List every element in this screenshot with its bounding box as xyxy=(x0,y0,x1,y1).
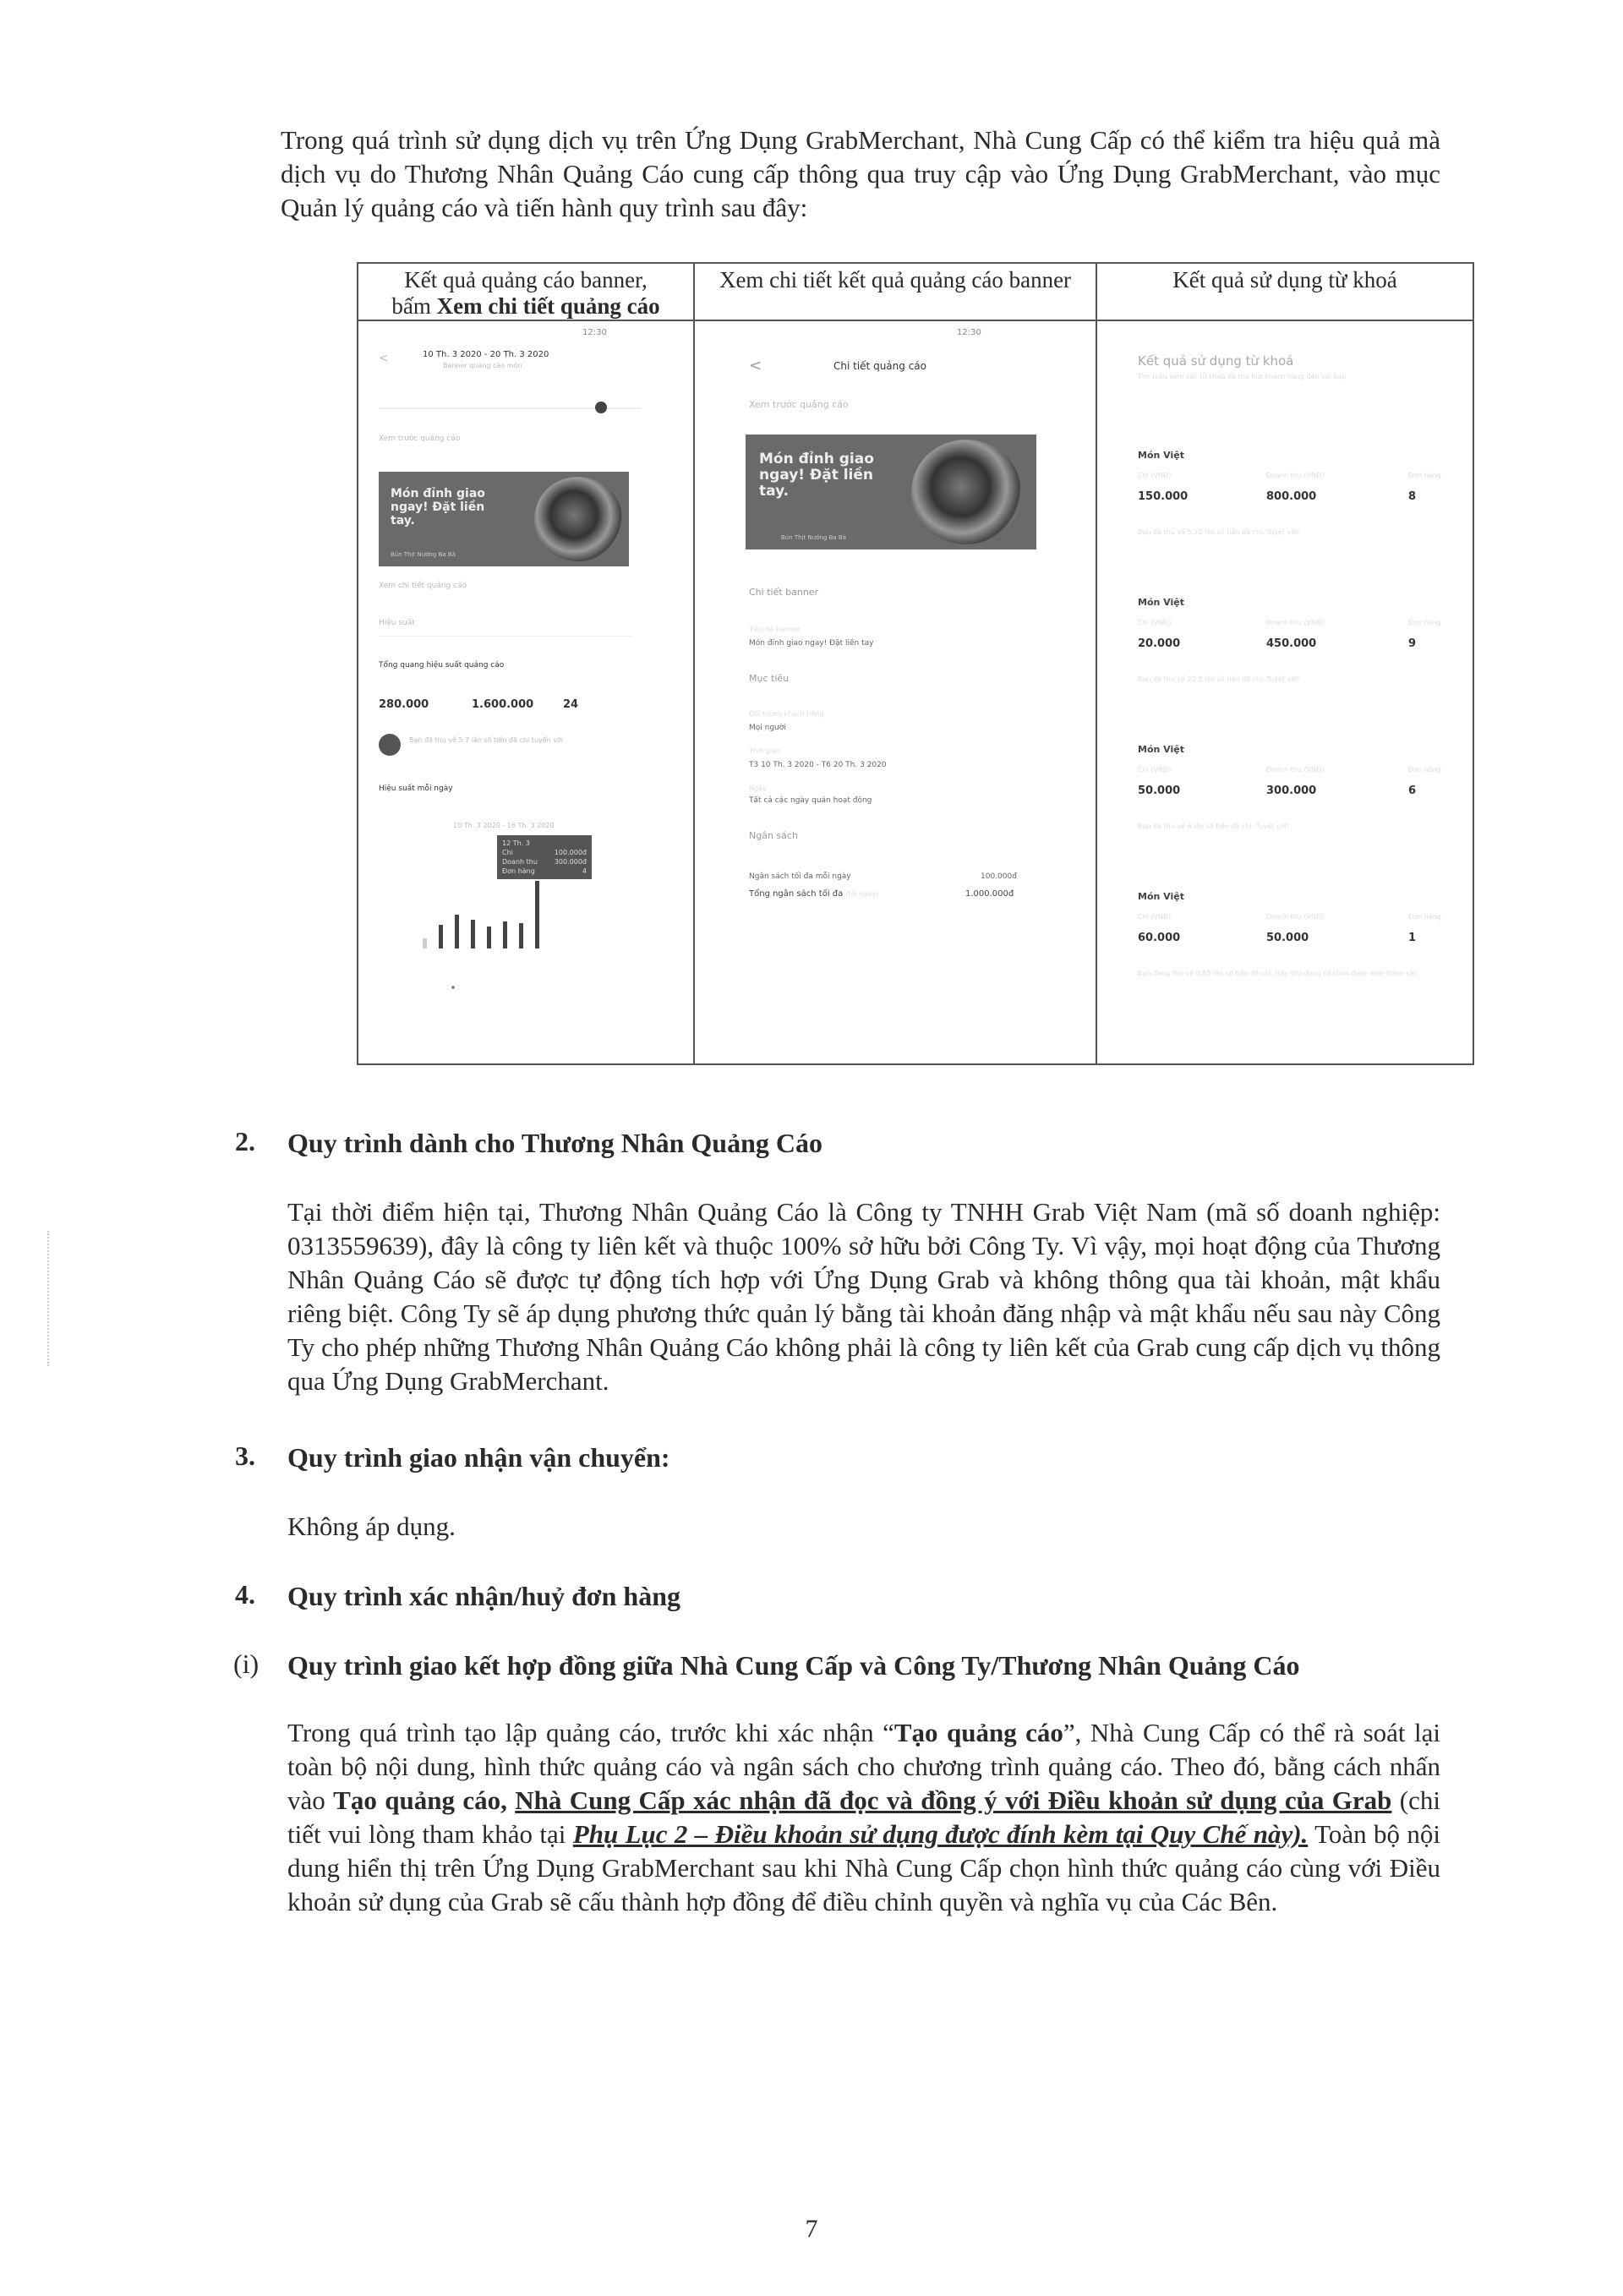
section-3-body: Không áp dụng. xyxy=(287,1512,456,1541)
days-label: Ngày xyxy=(749,784,767,792)
metric-revenue: 1.600.000 xyxy=(472,698,534,711)
column-label-revenue: Doanh thu (VNĐ) xyxy=(1266,766,1325,774)
section-2-title: Quy trình dành cho Thương Nhân Quảng Cáo xyxy=(287,1128,822,1158)
chart-tooltip xyxy=(497,835,592,879)
daily-budget-label: Ngân sách tối đa mỗi ngày xyxy=(749,872,851,881)
section-banner: Chi tiết banner xyxy=(749,587,819,598)
keyword-note: Bạn đã thu về 5.33 lần số tiền đã chi. Tuyệt vời! xyxy=(1138,528,1300,536)
keyword-spend: 20.000 xyxy=(1138,637,1181,650)
pager-dot-icon xyxy=(451,986,455,989)
column-label-revenue: Doanh thu (VNĐ) xyxy=(1266,913,1325,921)
chart-bar xyxy=(439,925,443,948)
tooltip-value: 4 xyxy=(582,867,587,875)
table-column-keyword-results xyxy=(1097,264,1473,1063)
preview-label: Xem trước quảng cáo xyxy=(379,435,461,443)
section-4-title: Quy trình xác nhận/huỷ đơn hàng xyxy=(287,1581,681,1611)
performance-note: Bạn đã thu về 5.7 lần số tiền đã chi tuyển với xyxy=(409,736,564,744)
section-3-title: Quy trình giao nhận vận chuyển: xyxy=(287,1442,670,1473)
column-label-spend: Chi (VNĐ) xyxy=(1138,472,1172,479)
subtitle: Banner quảng cáo món xyxy=(443,362,522,369)
tooltip-title: 12 Th. 3 xyxy=(502,839,530,847)
column-header-keyword-results: Kết quả sử dụng từ khoá xyxy=(1097,264,1473,321)
column-label-orders: Đơn hàng xyxy=(1408,913,1441,921)
time-label: Thời gian xyxy=(749,747,780,755)
column-label-spend: Chi (VNĐ) xyxy=(1138,766,1172,774)
chart-bar xyxy=(535,881,539,948)
total-performance-label: Tổng quang hiệu suất quảng cáo xyxy=(379,661,505,670)
header-text-2 xyxy=(358,293,693,320)
keyword-spend: 150.000 xyxy=(1138,490,1189,503)
banner-text: Món đỉnh giao ngay! Đặt liền tay. xyxy=(759,451,874,500)
body-text-2: ”, Nhà Cung Cấp có thể rà soát lại toàn bộ nội dung, hình thức quảng cáo và ngân sách cho chương trình quảng cáo. Theo đó, bằng cách nhấn vào xyxy=(287,1718,1440,1815)
phone-screenshot-keyword-results xyxy=(1097,323,1473,1063)
keyword-revenue: 800.000 xyxy=(1266,490,1317,503)
tooltip-label: Chi xyxy=(502,849,513,856)
chart-bar xyxy=(423,938,427,948)
scan-margin-marks xyxy=(47,1231,51,1366)
section-2-number: 2. xyxy=(235,1126,255,1156)
phone-screenshot-banner-results xyxy=(358,323,693,1063)
chart-bar xyxy=(503,921,507,948)
keyword-orders: 8 xyxy=(1408,490,1417,503)
body-text-3: (chi tiết vui lòng tham khảo tại xyxy=(287,1785,1440,1849)
screenshot-table xyxy=(357,262,1474,1065)
tag-label: Tiêu đề banner xyxy=(749,626,801,633)
section-3-number: 3. xyxy=(235,1440,255,1471)
section-4i-title: Quy trình giao kết hợp đồng giữa Nhà Cung Cấp và Công Ty/Thương Nhân Quảng Cáo xyxy=(287,1650,1300,1681)
keyword-orders: 1 xyxy=(1408,932,1417,944)
carousel-dot-icon xyxy=(595,402,607,413)
body-text-1: Trong quá trình tạo lập quảng cáo, trước khi xác nhận “ xyxy=(287,1718,894,1747)
divider xyxy=(379,636,632,637)
status-bar: 12:30 xyxy=(957,328,981,337)
chart-bar xyxy=(455,915,459,948)
performance-label: Hiệu suất xyxy=(379,619,415,627)
column-label-orders: Đơn hàng xyxy=(1408,766,1441,774)
tooltip-value: 300.000đ xyxy=(554,858,587,866)
tooltip-row xyxy=(502,848,587,857)
days-value: Tất cả các ngày quán hoạt động xyxy=(749,796,872,805)
time-value: T3 10 Th. 3 2020 - T6 20 Th. 3 2020 xyxy=(749,761,887,769)
header-text: Kết quả quảng cáo banner, xyxy=(404,267,648,292)
banner-preview xyxy=(746,435,1036,549)
audience-label: Đối tượng khách hàng xyxy=(749,710,824,718)
chart-bar xyxy=(487,927,491,948)
keyword-revenue: 300.000 xyxy=(1266,784,1317,797)
section-4i-number: (i) xyxy=(233,1648,260,1679)
tooltip-label: Doanh thu xyxy=(502,858,538,866)
section-target: Mục tiêu xyxy=(749,673,790,684)
section-4i-body xyxy=(287,1716,1440,1919)
audience-value: Mọi người xyxy=(749,724,786,732)
body-text-4: Toàn bộ nội dung hiển thị trên Ứng Dụng GrabMerchant sau khi Nhà Cung Cấp chọn hình thức quảng cáo cùng với Điều khoản sử dụng của Grab sẽ cấu thành hợp đồng để điều chỉnh quyền và nghĩa vụ của Các Bên. xyxy=(287,1819,1440,1916)
banner-text: Món đỉnh giao ngay! Đặt liền tay. xyxy=(391,487,485,528)
banner-caption: Bún Thịt Nướng Ba Bà xyxy=(781,534,846,541)
page-number: 7 xyxy=(805,2215,818,2243)
keyword-note: Bạn đã thu về 6 lần số tiền đã chi. Tuyệt vời! xyxy=(1138,823,1289,830)
back-icon: < xyxy=(379,352,389,365)
keyword-spend: 50.000 xyxy=(1138,784,1181,797)
header-text-plain: bấm xyxy=(391,293,437,319)
daily-performance-label: Hiệu suất mỗi ngày xyxy=(379,784,453,793)
keyword-name: Món Việt xyxy=(1138,450,1184,461)
section-2-body: Tại thời điểm hiện tại, Thương Nhân Quảng Cáo là Công ty TNHH Grab Việt Nam (mã số doanh nghiệp: 0313559639), đây là công ty liên kết và thuộc 100% sở hữu bởi Công Ty. Vì vậy, mọi hoạt động của Thương Nhân Quảng Cáo sẽ được tự động tích hợp với Ứng Dụng Grab và không thông qua tài khoản, mật khẩu riêng biệt. Công Ty sẽ áp dụng phương thức quản lý bằng tài khoản đăng nhập và mật khẩu nếu sau này Công Ty cho phép những Thương Nhân Quảng Cáo không phải là công ty liên kết của Grab cung cấp dịch vụ thông qua Ứng Dụng GrabMerchant. xyxy=(287,1197,1440,1396)
section-budget: Ngân sách xyxy=(749,830,798,841)
keyword-subtitle: Tìm hiểu xem các từ khoá đã thu hút khách hàng đến với bạn xyxy=(1138,373,1347,380)
column-label-revenue: Doanh thu (VNĐ) xyxy=(1266,472,1325,479)
date-range: 10 Th. 3 2020 - 20 Th. 3 2020 xyxy=(423,350,549,359)
column-label-spend: Chi (VNĐ) xyxy=(1138,913,1172,921)
keyword-orders: 6 xyxy=(1408,784,1417,797)
keyword-revenue: 50.000 xyxy=(1266,932,1309,944)
terms-acceptance-statement: Nhà Cung Cấp xác nhận đã đọc và đồng ý với Điều khoản sử dụng của Grab xyxy=(515,1785,1392,1815)
phone-screenshot-banner-details xyxy=(695,323,1096,1063)
daily-budget-value: 100.000đ xyxy=(981,872,1017,881)
food-bowl-icon xyxy=(534,477,622,561)
banner-preview xyxy=(379,472,629,566)
keyword-note: Bạn đang thu về 0.83 lần số tiền đã chi. Hãy thử dùng từ khoá được xem thêm sắc xyxy=(1138,970,1418,977)
page-title: Chi tiết quảng cáo xyxy=(833,360,926,372)
total-budget-label-text: Tổng ngân sách tối đa xyxy=(749,889,844,899)
column-header-banner-details: Xem chi tiết kết quả quảng cáo banner xyxy=(695,264,1096,321)
keyword-note: Bạn đã thu về 22.5 lần số tiền đã chi. Tuyệt vời! xyxy=(1138,675,1300,683)
column-label-spend: Chi (VNĐ) xyxy=(1138,619,1172,626)
column-label-orders: Đơn hàng xyxy=(1408,472,1441,479)
body-bold-create-ad: Tạo quảng cáo xyxy=(893,1718,1063,1747)
chart-bar xyxy=(471,920,475,948)
keyword-name: Món Việt xyxy=(1138,597,1184,608)
chart-bar xyxy=(519,923,523,948)
appendix-2-reference: Phụ Lục 2 – Điều khoản sử dụng được đính kèm tại Quy Chế này). xyxy=(572,1819,1309,1849)
column-label-orders: Đơn hàng xyxy=(1408,619,1441,626)
back-icon[interactable]: < xyxy=(749,357,762,374)
tooltip-value: 100.000đ xyxy=(554,849,587,856)
details-link[interactable]: Xem chi tiết quảng cáo xyxy=(379,582,467,590)
total-budget-value: 1.000.000đ xyxy=(965,889,1014,899)
tag-value: Món đỉnh giao ngay! Đặt liền tay xyxy=(749,639,874,648)
column-label-revenue: Doanh thu (VNĐ) xyxy=(1266,619,1325,626)
body-bold-create-ad-2: Tạo quảng cáo, xyxy=(333,1785,516,1815)
keyword-name: Món Việt xyxy=(1138,891,1184,902)
metric-orders: 24 xyxy=(563,698,579,711)
food-bowl-icon xyxy=(911,440,1021,544)
trend-icon xyxy=(379,734,401,756)
keyword-spend: 60.000 xyxy=(1138,932,1181,944)
metric-spend: 280.000 xyxy=(379,698,429,711)
tooltip-label: Đơn hàng xyxy=(502,867,535,875)
header-text-bold: Xem chi tiết quảng cáo xyxy=(436,293,660,319)
tooltip-row xyxy=(502,857,587,866)
total-budget-hint: (tối ngày) xyxy=(845,890,879,898)
total-budget-label xyxy=(749,889,878,899)
keyword-revenue: 450.000 xyxy=(1266,637,1317,650)
preview-label: Xem trước quảng cáo xyxy=(749,399,849,410)
intro-paragraph: Trong quá trình sử dụng dịch vụ trên Ứng Dụng GrabMerchant, Nhà Cung Cấp có thể kiểm tra hiệu quả mà dịch vụ do Thương Nhân Quảng Cáo cung cấp thông qua truy cập vào Ứng Dụng GrabMerchant, vào mục Quản lý quảng cáo và tiến hành quy trình sau đây: xyxy=(281,125,1440,222)
section-4-number: 4. xyxy=(235,1579,255,1610)
table-column-banner-details xyxy=(695,264,1097,1063)
keyword-orders: 9 xyxy=(1408,637,1417,650)
banner-caption: Bún Thịt Nướng Ba Bà xyxy=(391,551,456,558)
keyword-title: Kết quả sử dụng từ khoá xyxy=(1138,353,1294,369)
status-bar: 12:30 xyxy=(582,328,607,337)
chart-date-range: 10 Th. 3 2020 - 16 Th. 3 2020 xyxy=(453,822,555,829)
keyword-name: Món Việt xyxy=(1138,744,1184,755)
column-header-banner-results xyxy=(358,264,693,321)
tooltip-row xyxy=(502,866,587,876)
table-column-banner-results xyxy=(358,264,695,1063)
